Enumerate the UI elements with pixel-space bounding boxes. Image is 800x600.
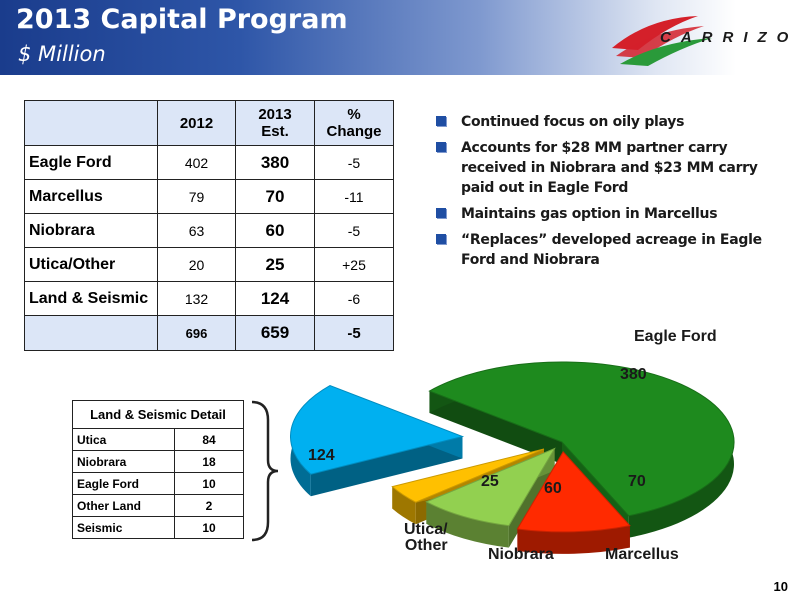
table-row [25,214,394,248]
value-2012: 402 [158,146,236,180]
detail-row [73,429,244,451]
value-2013: 25 [236,248,315,282]
bullet-square-icon [436,116,446,126]
land-seismic-detail-table [72,400,244,539]
value-2013: 70 [236,180,315,214]
detail-row [73,517,244,539]
total-2012: 696 [158,316,236,351]
column-header: 2013 Est. [236,101,315,146]
detail-label: Niobrara [73,451,175,473]
column-header [25,101,158,146]
column-header: % Change [315,101,394,146]
bracket-connector [250,400,280,542]
detail-value: 2 [175,495,244,517]
table-row [25,248,394,282]
page-number: 10 [773,579,788,594]
row-label: Marcellus [25,180,158,214]
total-2013: 659 [236,316,315,351]
table-header-row [25,101,394,146]
bullet-item [436,138,786,198]
value-2012: 132 [158,282,236,316]
value-utica-other: 25 [481,473,499,490]
bullet-square-icon [436,234,446,244]
detail-row [73,451,244,473]
detail-label: Eagle Ford [73,473,175,495]
table-row [25,282,394,316]
value-2012: 63 [158,214,236,248]
bullet-text: Continued focus on oily plays [461,114,685,130]
bullet-text: Maintains gas option in Marcellus [461,206,718,222]
value-2012: 79 [158,180,236,214]
row-label: Niobrara [25,214,158,248]
row-label: Eagle Ford [25,146,158,180]
value-pct-change: -11 [315,180,394,214]
bullet-item [436,112,786,132]
logo-text: CARRIZO [660,29,799,46]
detail-row [73,473,244,495]
bullet-item [436,230,786,270]
row-label: Land & Seismic [25,282,158,316]
table-row [25,180,394,214]
detail-value: 18 [175,451,244,473]
value-2013: 124 [236,282,315,316]
value-2012: 20 [158,248,236,282]
detail-label: Utica [73,429,175,451]
capital-pie-chart [290,330,770,570]
row-label: Utica/Other [25,248,158,282]
value-pct-change: -6 [315,282,394,316]
label-marcellus: Marcellus [605,546,679,563]
value-2013: 60 [236,214,315,248]
table-row [25,146,394,180]
detail-row [73,495,244,517]
bullet-item [436,204,786,224]
page-title: 2013 Capital Program [16,4,348,35]
page-subtitle: $ Million [18,42,106,66]
value-pct-change: -5 [315,214,394,248]
value-eagle-ford: 380 [620,366,647,383]
detail-label: Seismic [73,517,175,539]
column-header: 2012 [158,101,236,146]
detail-title: Land & Seismic Detail [73,401,244,429]
bullet-list [436,112,786,276]
bullet-text: Accounts for $28 MM partner carry received in Niobrara and $23 MM carry paid out in Eagle Ford [461,140,758,196]
value-pct-change: -5 [315,146,394,180]
detail-header-row [73,401,244,429]
value-land-seismic: 124 [308,447,335,464]
detail-value: 10 [175,473,244,495]
label-utica-other: Utica/ Other [404,521,448,554]
value-marcellus: 70 [628,473,646,490]
value-pct-change: +25 [315,248,394,282]
total-pct-change: -5 [315,316,394,351]
label-niobrara: Niobrara [488,546,554,563]
bullet-text: “Replaces” developed acreage in Eagle Ford and Niobrara [461,232,762,268]
detail-value: 10 [175,517,244,539]
detail-label: Other Land [73,495,175,517]
detail-value: 84 [175,429,244,451]
total-label [25,316,158,351]
value-niobrara: 60 [544,480,562,497]
bullet-square-icon [436,208,446,218]
value-2013: 380 [236,146,315,180]
label-eagle-ford: Eagle Ford [634,328,717,345]
bullet-square-icon [436,142,446,152]
capital-table [24,100,394,351]
